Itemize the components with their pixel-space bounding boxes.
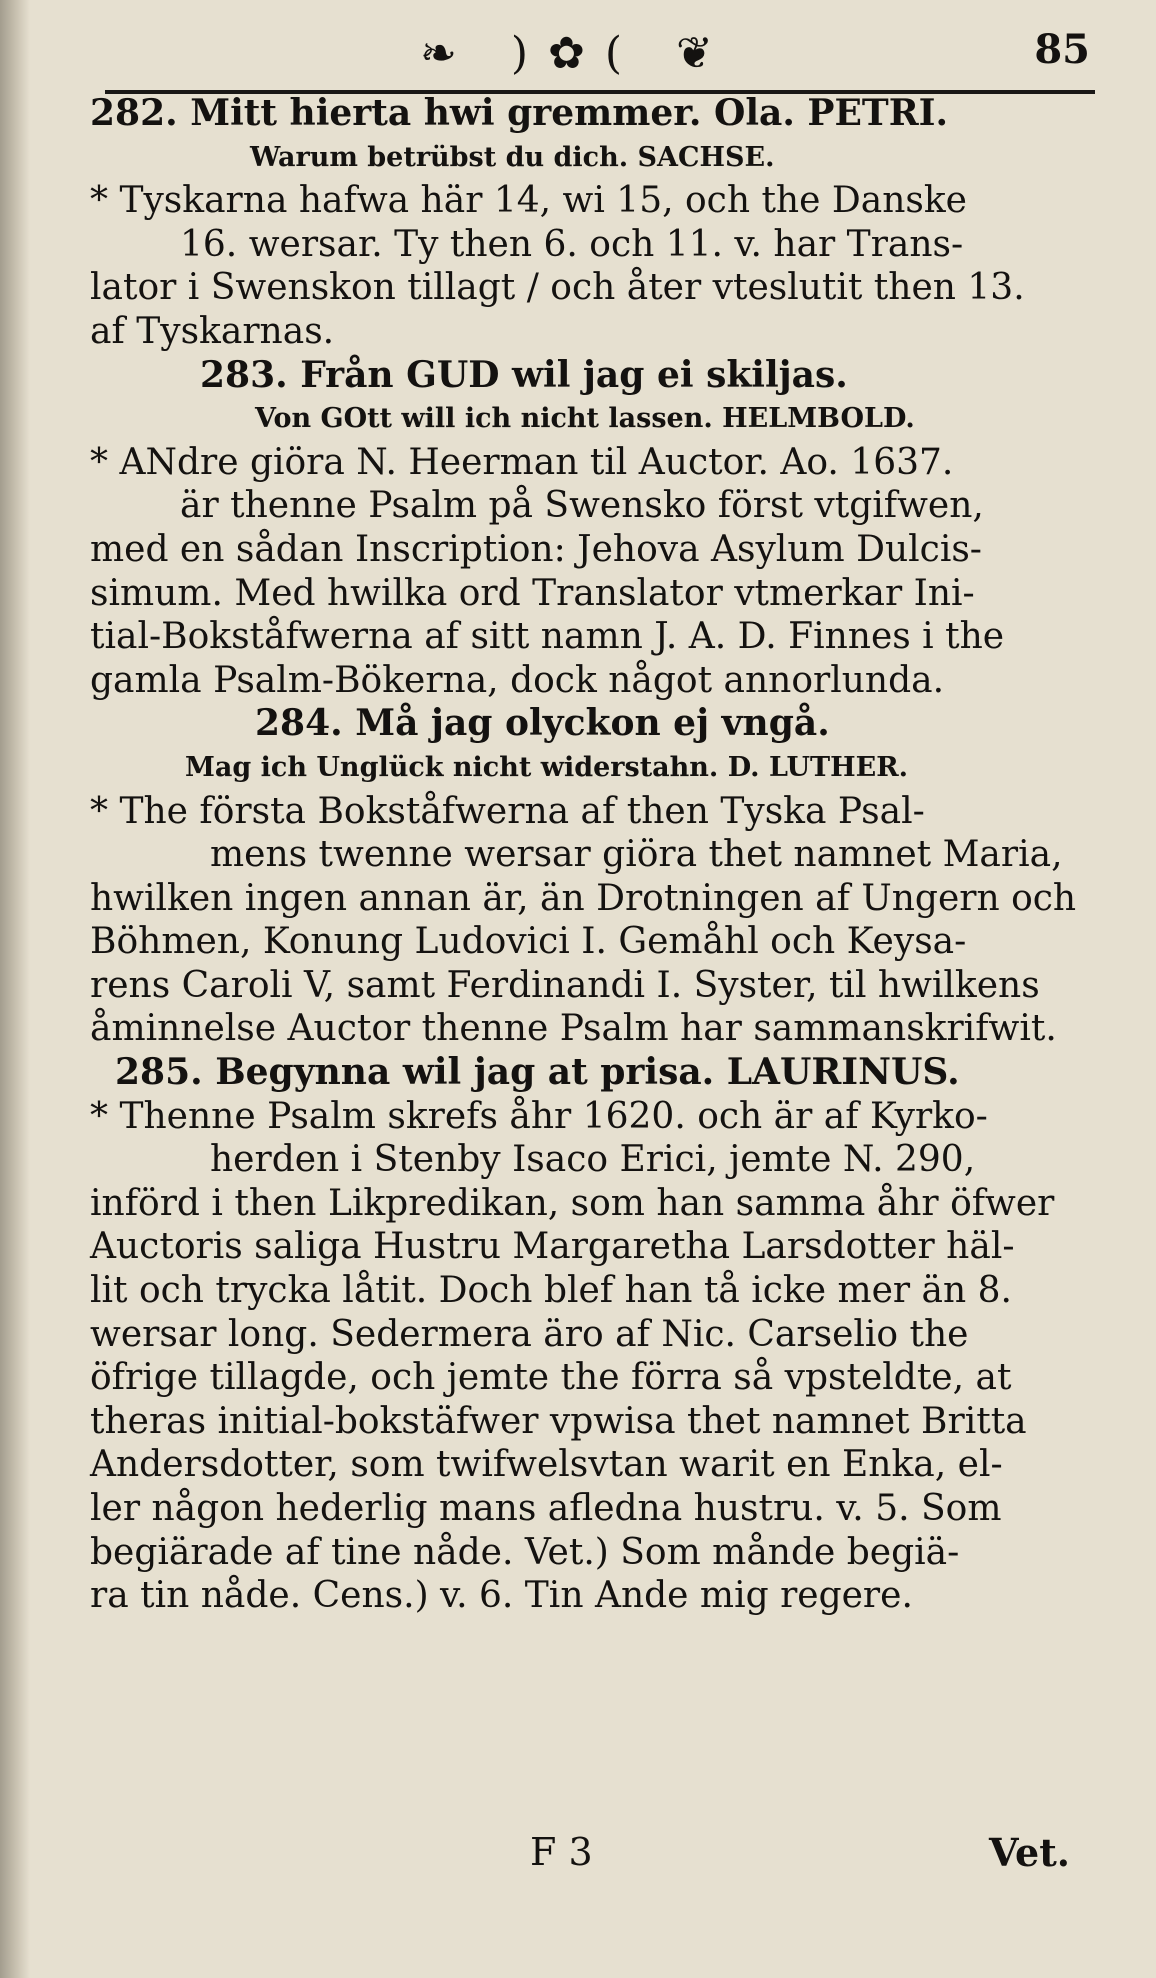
note-line: mens twenne wersar giöra thet namnet Maria, bbox=[210, 834, 1063, 876]
note-line: införd i then Likpredikan, som han samma åhr öfwer bbox=[90, 1182, 1055, 1224]
note-line: * Thenne Psalm skrefs åhr 1620. och är af Kyrko- bbox=[90, 1095, 988, 1137]
hymn-283-title: 283. Från GUD wil jag ei skiljas. bbox=[200, 353, 848, 396]
note-line: begiärade af tine nåde. Vet.) Som månde begiä- bbox=[90, 1531, 960, 1573]
note-line: hwilken ingen annan är, än Drotningen af Ungern och bbox=[90, 877, 1077, 919]
note-line: 16. wersar. Ty then 6. och 11. v. har Trans- bbox=[180, 223, 964, 265]
page-header bbox=[100, 14, 1100, 84]
note-line: tial-Bokståfwerna af sitt namn J. A. D. Finnes i the bbox=[90, 616, 1005, 658]
hymn-284-title: 284. Må jag olyckon ej vngå. bbox=[255, 702, 830, 745]
note-line: af Tyskarnas. bbox=[90, 310, 335, 352]
hymn-282-title: 282. Mitt hierta hwi gremmer. Ola. PETRI. bbox=[90, 92, 948, 134]
catchword: Vet. bbox=[989, 1830, 1070, 1875]
hymn-282-original: Warum betrübst du dich. SACHSE. bbox=[250, 141, 775, 173]
note-line: öfrige tillagde, och jemte the förra så vpsteldte, at bbox=[90, 1357, 1012, 1399]
note-line: rens Caroli V, samt Ferdinandi I. Syster, til hwilkens bbox=[90, 964, 1040, 1006]
note-line: simum. Med hwilka ord Translator vtmerkar Ini- bbox=[90, 572, 975, 614]
signature-mark: F 3 bbox=[530, 1830, 593, 1874]
page-footer bbox=[90, 1830, 1090, 1890]
hymn-284-original: Mag ich Unglück nicht widerstahn. D. LUTHER. bbox=[185, 751, 909, 783]
hymn-283-original: Von GOtt will ich nicht lassen. HELMBOLD. bbox=[255, 403, 915, 435]
note-line: är thenne Psalm på Swensko först vtgifwen, bbox=[180, 485, 984, 527]
note-line: * The första Bokståfwerna af then Tyska Psal- bbox=[90, 790, 925, 832]
note-line: herden i Stenby Isaco Erici, jemte N. 290, bbox=[210, 1139, 976, 1181]
page-number: 85 bbox=[1034, 26, 1090, 73]
note-line: med en sådan Inscription: Jehova Asylum Dulcis- bbox=[90, 528, 982, 570]
page-binding-shadow bbox=[0, 0, 30, 1978]
note-line: ra tin nåde. Cens.) v. 6. Tin Ande mig regere. bbox=[90, 1575, 913, 1617]
note-line: åminnelse Auctor thenne Psalm har sammanskrifwit. bbox=[90, 1008, 1057, 1050]
note-line: Auctoris saliga Hustru Margaretha Larsdotter häl- bbox=[90, 1226, 1015, 1268]
note-line: Böhmen, Konung Ludovici I. Gemåhl och Keysa- bbox=[90, 921, 967, 963]
note-line: theras initial-bokstäfwer vpwisa thet namnet Britta bbox=[90, 1400, 1027, 1442]
note-line: Andersdotter, som twifwelsvtan warit en Enka, el- bbox=[90, 1444, 1003, 1486]
note-line: lator i Swenskon tillagt / och åter vteslutit then 13. bbox=[90, 267, 1025, 309]
page-body bbox=[90, 92, 1090, 1618]
note-line: * Tyskarna hafwa här 14, wi 15, och the Danske bbox=[90, 180, 967, 222]
note-line: lit och trycka låtit. Doch blef han tå icke mer än 8. bbox=[90, 1270, 1012, 1312]
header-ornament: ❧ )✿( ❦ bbox=[420, 28, 733, 79]
note-line: wersar long. Sedermera äro af Nic. Carselio the bbox=[90, 1313, 969, 1355]
note-line: ler någon hederlig mans afledna hustru. v. 5. Som bbox=[90, 1488, 1002, 1529]
hymn-285-title: 285. Begynna wil jag at prisa. LAURINUS. bbox=[115, 1051, 960, 1094]
note-line: * ANdre giöra N. Heerman til Auctor. Ao. 1637. bbox=[90, 441, 954, 483]
note-line: gamla Psalm-Bökerna, dock något annorlunda. bbox=[90, 659, 945, 701]
